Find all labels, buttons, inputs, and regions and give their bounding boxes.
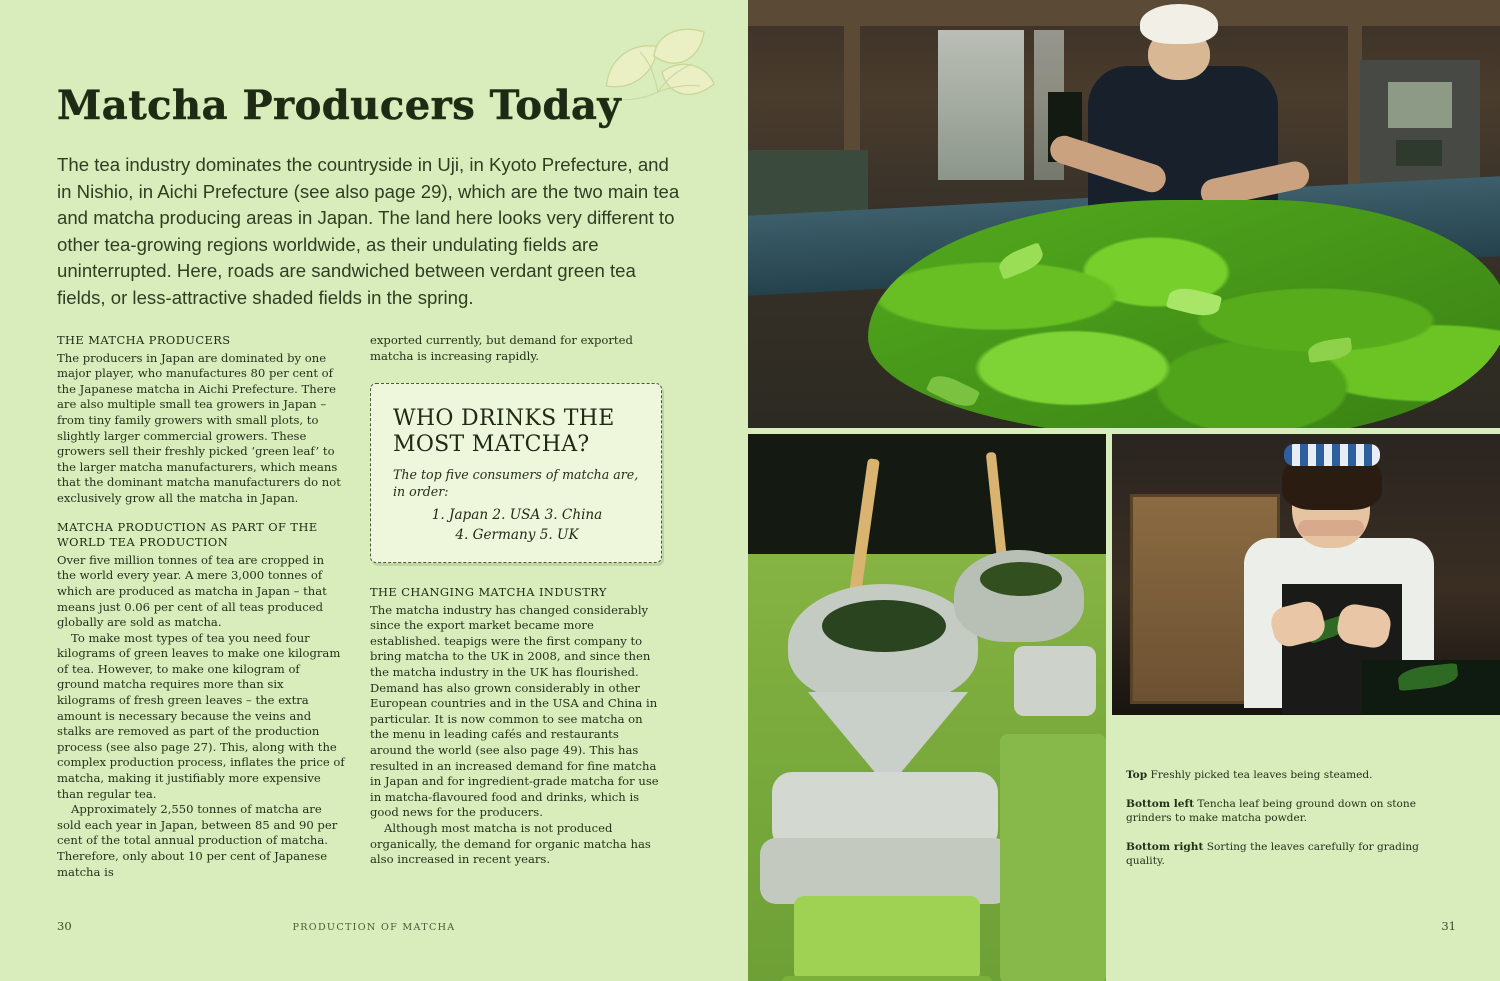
caption-text: Tencha leaf being ground down on stone grinders to make matcha powder.	[1126, 797, 1416, 824]
paragraph: The producers in Japan are dominated by one major player, who manufactures 80 per cent of the Japanese matcha in Aichi Prefecture. There are also multiple small tea growers in Japan – from tiny family growers with small plots, to slightly larger commercial growers. These growers sell their freshly picked ‘green leaf’ to the larger matcha manufacturers, which means that the dominant matcha manufacturers do not exclusively grow all the matcha in Japan.	[57, 350, 341, 505]
paragraph: exported currently, but demand for exported matcha is increasing rapidly.	[370, 333, 633, 363]
callout-box	[370, 383, 662, 563]
paragraph: To make most types of tea you need four kilograms of green leaves to make one kilogram of tea. However, to make one kilogram of ground matcha requires more than six kilograms of fresh green leaves – the extra amount is necessary because the veins and stalks are removed as part of the production process (see also page 27). This, along with the complex production process, inflates the price of matcha, making it justifiably more expensive than regular tea.	[57, 630, 345, 801]
caption-label: Bottom right	[1126, 840, 1204, 853]
callout-list-line-1: 1. Japan 2. USA 3. China	[431, 507, 603, 523]
photo-sorting-leaves	[1112, 434, 1500, 715]
section-heading-matcha-producers: THE MATCHA PRODUCERS	[57, 333, 231, 347]
section-heading-changing-matcha-industry: THE CHANGING MATCHA INDUSTRY	[370, 585, 607, 599]
photo-steaming-leaves	[748, 0, 1500, 428]
photo-stone-grinders	[748, 434, 1106, 981]
body-column-left	[57, 333, 345, 880]
caption-label: Bottom left	[1126, 797, 1194, 810]
page-number-left: 30	[57, 919, 72, 933]
body-column-right-bottom	[370, 585, 662, 868]
caption-text: Sorting the leaves carefully for grading quality.	[1126, 840, 1419, 867]
left-page	[0, 0, 748, 981]
caption-label: Top	[1126, 769, 1148, 781]
running-head: PRODUCTION OF MATCHA	[292, 922, 456, 933]
page-number-right: 31	[1441, 919, 1456, 933]
intro-paragraph: The tea industry dominates the countryside in Uji, in Kyoto Prefecture, and in Nishio, in Aichi Prefecture (see also page 29), which are the two main tea and matcha producing areas in Japan. The land here looks very different to other tea-growing regions worldwide, as their undulating fields are uninterrupted. Here, roads are sandwiched between verdant green tea fields, or less-attractive shaded fields in the spring.	[57, 154, 680, 308]
paragraph: Over five million tonnes of tea are cropped in the world every year. A mere 3,000 tonnes of which are produced as matcha in Japan – that means just 0.06 per cent of all teas produced globally are sold as matcha.	[57, 552, 327, 630]
caption-bottom-left	[1126, 797, 1456, 826]
right-page	[748, 0, 1500, 981]
callout-title: WHO DRINKS THE MOST MATCHA?	[393, 406, 615, 457]
paragraph: Although most matcha is not produced organically, the demand for organic matcha has also increased in recent years.	[370, 820, 651, 867]
section-heading-world-tea-production: MATCHA PRODUCTION AS PART OF THE WORLD TEA PRODUCTION	[57, 519, 318, 550]
caption-text: Freshly picked tea leaves being steamed.	[1150, 769, 1373, 781]
caption-bottom-right	[1126, 840, 1456, 869]
callout-subtitle: The top five consumers of matcha are, in order:	[393, 467, 639, 499]
caption-top	[1126, 768, 1456, 783]
body-column-right-top	[370, 333, 658, 364]
callout-list-line-2: 4. Germany 5. UK	[455, 527, 579, 543]
paragraph: The matcha industry has changed considerably since the export market became more established. teapigs were the first company to bring matcha to the UK in 2008, and since then the matcha industry in the UK has flourished. Demand has also grown considerably in other European countries and in the USA and China in particular. It is now common to see matcha on the menu in leading cafés and restaurants around the world (see also page 49). This has resulted in an increased demand for fine matcha in Japan and for ingredient-grade matcha for use in matcha-flavoured food and drinks, which is good news for the producers.	[370, 602, 659, 820]
paragraph: Approximately 2,550 tonnes of matcha are sold each year in Japan, between 85 and 90 per cent of the total annual production of matcha. Therefore, only about 10 per cent of Japanese matcha is	[57, 802, 338, 879]
caption-block	[1126, 768, 1456, 883]
page-title: Matcha Producers Today	[57, 82, 622, 129]
